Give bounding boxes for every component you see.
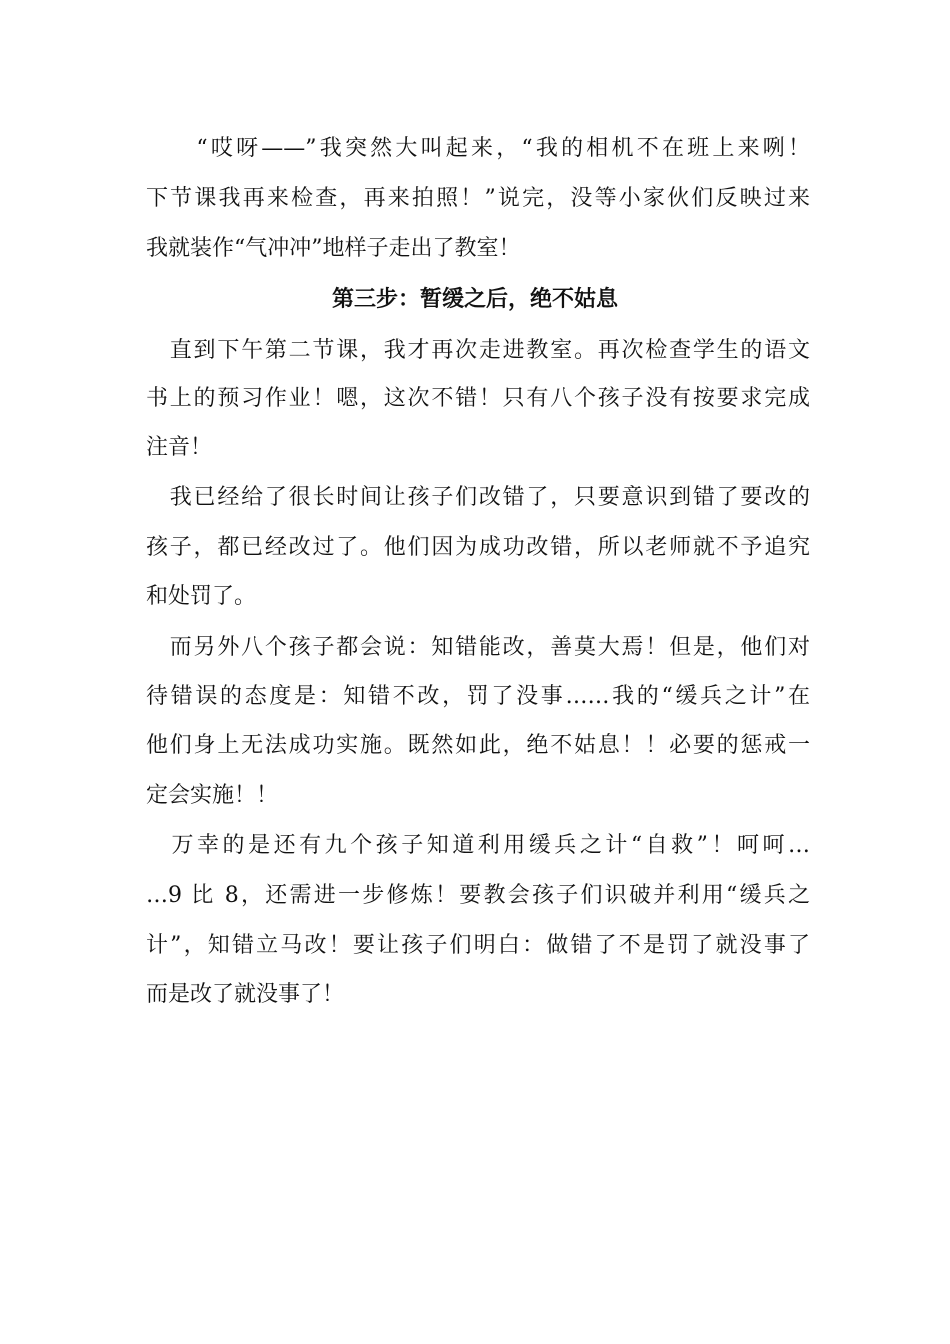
section-heading: 第三步：暂缓之后，绝不姑息 bbox=[331, 287, 618, 312]
paragraph-4-line-2: 待错误的态度是：知错不改，罚了没事……我的“缓兵之计”在 bbox=[146, 684, 810, 709]
paragraph-3-line-3: 和处罚了。 bbox=[146, 584, 257, 609]
paragraph-5-line-3: 计”，知错立马改！要让孩子们明白：做错了不是罚了就没事了 bbox=[146, 933, 810, 958]
paragraph-5-line-2: …9 比 8，还需进一步修炼！要教会孩子们识破并利用“缓兵之 bbox=[146, 883, 810, 908]
paragraph-3-line-2: 孩子，都已经改过了。他们因为成功改错，所以老师就不予追究 bbox=[146, 535, 810, 560]
paragraph-4-line-4: 定会实施！！ bbox=[146, 783, 279, 808]
paragraph-1-line-3: 我就装作“气冲冲”地样子走出了教室！ bbox=[146, 236, 521, 261]
paragraph-5-line-4: 而是改了就没事了！ bbox=[146, 982, 345, 1007]
paragraph-2-line-3: 注音！ bbox=[146, 435, 213, 460]
paragraph-4-line-3: 他们身上无法成功实施。既然如此，绝不姑息！！必要的惩戒一 bbox=[146, 733, 810, 758]
paragraph-2-line-2: 书上的预习作业！嗯，这次不错！只有八个孩子没有按要求完成 bbox=[146, 386, 810, 411]
paragraph-3-line-1: 我已经给了很长时间让孩子们改错了，只要意识到错了要改的 bbox=[146, 485, 810, 510]
paragraph-1-line-2: 下节课我再来检查，再来拍照！”说完，没等小家伙们反映过来 bbox=[146, 186, 810, 211]
paragraph-2-line-1: 直到下午第二节课，我才再次走进教室。再次检查学生的语文 bbox=[146, 338, 810, 363]
paragraph-4-line-1: 而另外八个孩子都会说：知错能改，善莫大焉！但是，他们对 bbox=[146, 635, 810, 660]
paragraph-1-line-1: “哎呀——”我突然大叫起来，“我的相机不在班上来咧！ bbox=[146, 136, 810, 161]
paragraph-5-line-1: 万幸的是还有九个孩子知道利用缓兵之计“自救”！呵呵… bbox=[146, 833, 810, 858]
